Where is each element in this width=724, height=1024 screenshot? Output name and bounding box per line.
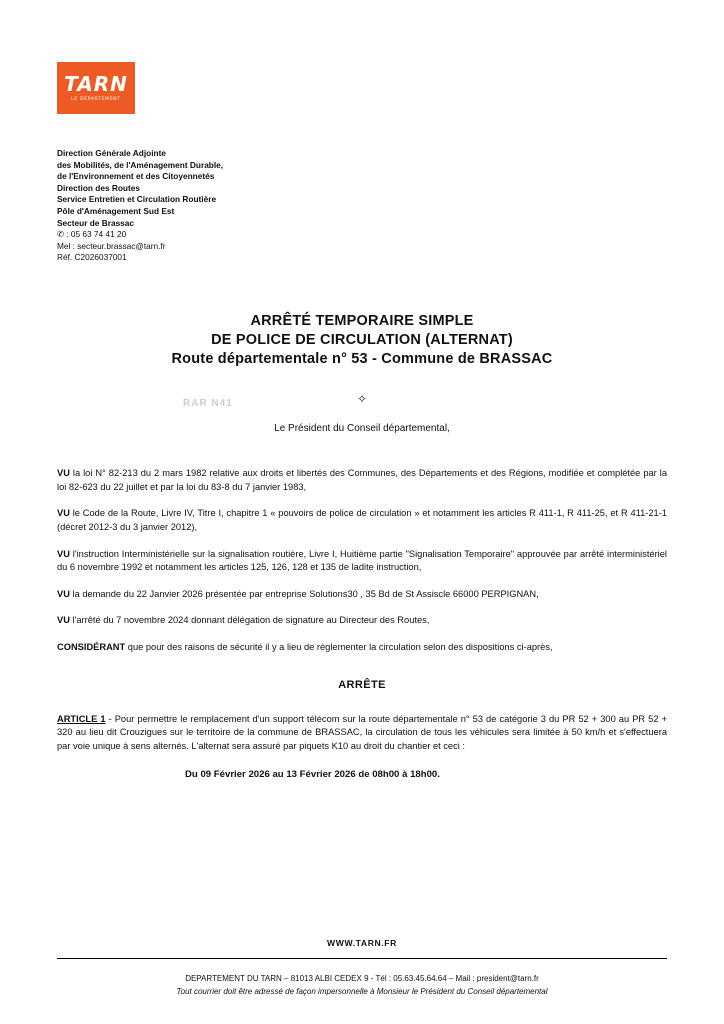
title-line-3: Route départementale n° 53 - Commune de BRASSAC xyxy=(171,351,553,367)
considerant-text: l'instruction Interministérielle sur la signalisation routière, Livre I, Huitième partie "Signalisation Temporaire" approuvée par arrêté interministériel du 6 novembre 1992 et notamment les articles 125, 126, 128 et 135 de ladite instruction, xyxy=(57,548,667,573)
considerant-lead: VU xyxy=(57,615,70,626)
considerant-2 xyxy=(57,507,667,534)
article-1 xyxy=(57,713,667,754)
considerant-text: que pour des raisons de sécurité il y a lieu de règlementer la circulation selon des dispositions ci-après, xyxy=(125,642,553,653)
sender-line-5: Service Entretien et Circulation Routière xyxy=(57,194,217,205)
arrete-heading: ARRÊTE xyxy=(338,678,386,691)
considerant-5 xyxy=(57,614,667,628)
document-body xyxy=(57,458,667,780)
ornament-icon: ✧ xyxy=(356,392,368,406)
considerant-3 xyxy=(57,548,667,575)
faded-stamp: RAR N41 xyxy=(183,398,233,409)
considerant-text: la demande du 22 Janvier 2026 présentée par entreprise Solutions30 , 35 Bd de St Assiscle 66000 PERPIGNAN, xyxy=(69,588,539,599)
footer-address: DEPARTEMENT DU TARN – 81013 ALBI CEDEX 9 - Tél : 05.63.45.64.64 – Mail : president@tarn.fr xyxy=(185,974,539,983)
footer-note: Tout courrier doit être adressé de façon impersonnelle à Monsieur le Président du Conseil départemental xyxy=(176,987,548,996)
considerant-lead: VU xyxy=(57,588,70,599)
article-text: Pour permettre le remplacement d'un support télécom sur la route départementale n° 53 de catégorie 3 du PR 52 + 300 au PR 52 + 320 au lieu dit Crouzigues sur le territoire de la commune de BRASSAC, la circulation de tous les véhicules sera limitée à 50 km/h et s'effectuera par voie unique à sens alternés. L'alternat sera assuré par piquets K10 au droit du chantier et ceci : xyxy=(57,713,667,751)
sender-reference: Réf. C2026037001 xyxy=(57,252,127,263)
logo-tagline: LE DÉPARTEMENT xyxy=(71,96,121,102)
article-separator: - xyxy=(105,713,115,724)
tarn-logo xyxy=(57,62,135,114)
title-line-2: DE POLICE DE CIRCULATION (ALTERNAT) xyxy=(211,332,513,348)
considerant-1 xyxy=(57,467,667,494)
sender-line-7: Secteur de Brassac xyxy=(57,217,135,228)
article-dates: Du 09 Février 2026 au 13 Février 2026 de 08h00 à 18h00. xyxy=(185,769,440,781)
logo-wordmark: TARN xyxy=(64,71,128,96)
sender-line-1: Direction Générale Adjointe xyxy=(57,148,166,158)
footer-divider xyxy=(57,958,667,959)
sender-line-4: Direction des Routes xyxy=(57,182,140,193)
sender-phone: ✆ : 05 63 74 41 20 xyxy=(57,229,127,240)
considerant-4 xyxy=(57,588,667,602)
considerant-lead: VU xyxy=(57,468,70,479)
considerant-text: l'arrêté du 7 novembre 2024 donnant délégation de signature au Directeur des Routes, xyxy=(69,615,430,626)
considerant-text: le Code de la Route, Livre IV, Titre I, chapitre 1 « pouvoirs de police de circulation » et notamment les articles R 411-1, R 411-25, et R 411-21-1 (décret 2012-3 du 3 janvier 2012), xyxy=(57,508,667,533)
considerant-lead: VU xyxy=(57,548,70,559)
footer-website: WWW.TARN.FR xyxy=(327,938,397,948)
sender-line-2: des Mobilités, de l'Aménagement Durable, xyxy=(57,159,224,170)
article-label: ARTICLE 1 xyxy=(57,713,106,724)
sender-mail: Mel : secteur.brassac@tarn.fr xyxy=(57,240,166,251)
signatory-intro: Le Président du Conseil départemental, xyxy=(274,423,450,434)
sender-line-6: Pôle d'Aménagement Sud Est xyxy=(57,205,175,216)
considerant-lead: VU xyxy=(57,508,70,519)
document-title xyxy=(0,312,724,369)
considerant-6 xyxy=(57,641,667,655)
title-line-1: ARRÊTÉ TEMPORAIRE SIMPLE xyxy=(250,313,474,329)
sender-block xyxy=(57,148,223,264)
sender-line-3: de l'Environnement et des Citoyennetés xyxy=(57,171,215,182)
considerant-text: la loi N° 82-213 du 2 mars 1982 relative aux droits et libertés des Communes, des Départements et des Régions, modifiée et complétée par la loi 82-623 du 22 juillet et par la loi du 83-8 du 7 janvier 1983, xyxy=(57,468,667,492)
considerant-lead: CONSIDÉRANT xyxy=(57,642,126,653)
